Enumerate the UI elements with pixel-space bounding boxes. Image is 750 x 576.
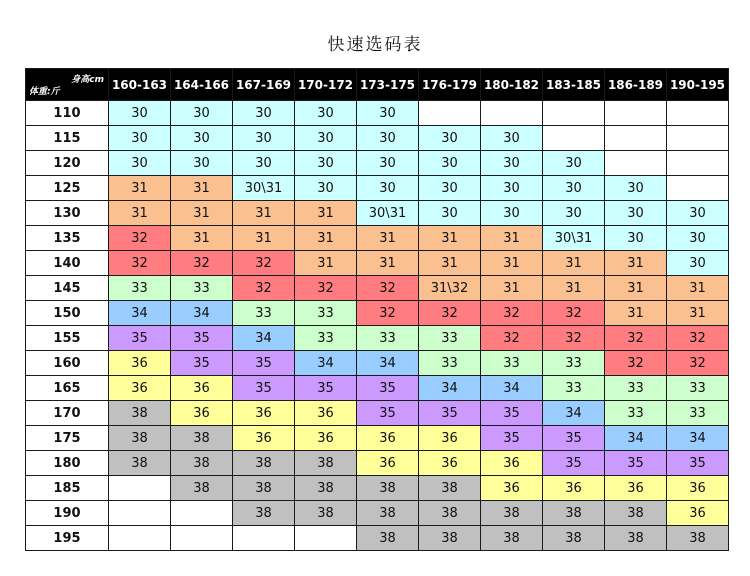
header-row <box>26 69 729 101</box>
size-cell: 31 <box>295 226 357 251</box>
height-column-header: 160-163 <box>109 69 171 101</box>
weight-row-label: 175 <box>26 426 109 451</box>
size-cell: 38 <box>419 476 481 501</box>
size-cell: 30 <box>419 176 481 201</box>
size-cell: 32 <box>605 351 667 376</box>
size-cell: 30 <box>667 251 729 276</box>
empty-cell <box>419 101 481 126</box>
size-cell: 33 <box>667 376 729 401</box>
size-cell: 36 <box>357 451 419 476</box>
height-axis-label: 身高cm <box>71 75 104 85</box>
size-cell: 35 <box>171 351 233 376</box>
weight-row-label: 170 <box>26 401 109 426</box>
size-cell: 31 <box>419 226 481 251</box>
size-cell: 36 <box>605 476 667 501</box>
weight-row-label: 130 <box>26 201 109 226</box>
size-cell: 36 <box>295 426 357 451</box>
size-cell: 35 <box>109 326 171 351</box>
size-cell: 33 <box>605 401 667 426</box>
height-column-header: 176-179 <box>419 69 481 101</box>
size-cell: 36 <box>419 451 481 476</box>
size-cell: 31 <box>171 201 233 226</box>
size-cell: 38 <box>605 501 667 526</box>
size-cell: 35 <box>481 426 543 451</box>
empty-cell <box>295 526 357 551</box>
height-column-header: 164-166 <box>171 69 233 101</box>
table-row <box>26 326 729 351</box>
size-cell: 33 <box>419 326 481 351</box>
size-cell: 31 <box>109 176 171 201</box>
size-cell: 30 <box>481 126 543 151</box>
weight-row-label: 135 <box>26 226 109 251</box>
size-cell: 38 <box>109 426 171 451</box>
weight-row-label: 110 <box>26 101 109 126</box>
size-cell: 32 <box>109 226 171 251</box>
size-cell: 32 <box>295 276 357 301</box>
weight-row-label: 195 <box>26 526 109 551</box>
size-cell: 38 <box>295 501 357 526</box>
size-cell: 30 <box>605 176 667 201</box>
size-cell: 33 <box>667 401 729 426</box>
size-cell: 38 <box>543 526 605 551</box>
empty-cell <box>171 526 233 551</box>
page-title: 快速选码表 <box>327 35 423 55</box>
size-cell: 34 <box>419 376 481 401</box>
size-cell: 38 <box>357 526 419 551</box>
size-cell: 36 <box>233 426 295 451</box>
size-cell: 30 <box>295 176 357 201</box>
size-cell: 31 <box>481 251 543 276</box>
size-cell: 32 <box>481 326 543 351</box>
size-cell: 32 <box>419 301 481 326</box>
size-cell: 32 <box>667 326 729 351</box>
size-cell: 32 <box>357 301 419 326</box>
empty-cell <box>667 101 729 126</box>
size-cell: 32 <box>605 326 667 351</box>
table-row <box>26 151 729 176</box>
table-row <box>26 476 729 501</box>
size-cell: 38 <box>295 476 357 501</box>
empty-cell <box>667 151 729 176</box>
size-cell: 38 <box>171 426 233 451</box>
height-column-header: 170-172 <box>295 69 357 101</box>
size-cell: 31 <box>171 226 233 251</box>
size-cell: 38 <box>171 451 233 476</box>
weight-row-label: 150 <box>26 301 109 326</box>
size-cell: 36 <box>543 476 605 501</box>
size-cell: 36 <box>481 451 543 476</box>
size-cell: 34 <box>171 301 233 326</box>
table-row <box>26 401 729 426</box>
size-cell: 38 <box>233 501 295 526</box>
size-cell: 35 <box>295 376 357 401</box>
size-cell: 30\31 <box>233 176 295 201</box>
table-body <box>26 101 729 551</box>
size-cell: 31 <box>605 251 667 276</box>
weight-row-label: 190 <box>26 501 109 526</box>
size-cell: 31 <box>295 201 357 226</box>
size-cell: 30 <box>171 126 233 151</box>
weight-row-label: 165 <box>26 376 109 401</box>
size-cell: 31 <box>357 251 419 276</box>
size-cell: 38 <box>109 451 171 476</box>
table-row <box>26 526 729 551</box>
size-cell: 30\31 <box>357 201 419 226</box>
size-cell: 30 <box>543 176 605 201</box>
size-cell: 30 <box>419 201 481 226</box>
height-column-header: 173-175 <box>357 69 419 101</box>
empty-cell <box>171 501 233 526</box>
weight-axis-label: 体重:斤 <box>29 87 60 97</box>
size-cell: 34 <box>357 351 419 376</box>
table-row <box>26 126 729 151</box>
size-cell: 35 <box>543 426 605 451</box>
size-cell: 30 <box>481 151 543 176</box>
size-cell: 31 <box>543 251 605 276</box>
weight-row-label: 125 <box>26 176 109 201</box>
size-cell: 30\31 <box>543 226 605 251</box>
weight-row-label: 160 <box>26 351 109 376</box>
size-cell: 35 <box>233 351 295 376</box>
size-cell: 38 <box>481 501 543 526</box>
size-cell: 30 <box>667 226 729 251</box>
size-cell: 30 <box>295 151 357 176</box>
size-cell: 38 <box>233 476 295 501</box>
weight-row-label: 185 <box>26 476 109 501</box>
weight-row-label: 115 <box>26 126 109 151</box>
size-cell: 38 <box>419 526 481 551</box>
size-cell: 32 <box>481 301 543 326</box>
size-cell: 38 <box>109 401 171 426</box>
size-cell: 34 <box>605 426 667 451</box>
height-column-header: 183-185 <box>543 69 605 101</box>
size-chart-table <box>25 68 729 551</box>
empty-cell <box>605 126 667 151</box>
size-cell: 32 <box>543 301 605 326</box>
size-cell: 36 <box>171 376 233 401</box>
size-cell: 30 <box>605 226 667 251</box>
size-cell: 33 <box>295 326 357 351</box>
empty-cell <box>543 126 605 151</box>
size-cell: 33 <box>481 351 543 376</box>
size-cell: 33 <box>543 376 605 401</box>
empty-cell <box>605 151 667 176</box>
size-cell: 34 <box>295 351 357 376</box>
table-row <box>26 351 729 376</box>
size-cell: 31 <box>605 301 667 326</box>
size-cell: 30 <box>233 101 295 126</box>
size-cell: 30 <box>481 176 543 201</box>
size-cell: 31 <box>233 226 295 251</box>
size-cell: 33 <box>605 376 667 401</box>
empty-cell <box>233 526 295 551</box>
size-cell: 30 <box>357 176 419 201</box>
empty-cell <box>481 101 543 126</box>
size-cell: 36 <box>171 401 233 426</box>
size-cell: 30 <box>233 126 295 151</box>
size-cell: 34 <box>543 401 605 426</box>
table-row <box>26 176 729 201</box>
size-cell: 36 <box>357 426 419 451</box>
size-cell: 38 <box>357 476 419 501</box>
size-cell: 31\32 <box>419 276 481 301</box>
table-row <box>26 376 729 401</box>
size-cell: 31 <box>171 176 233 201</box>
size-cell: 30 <box>605 201 667 226</box>
size-cell: 31 <box>605 276 667 301</box>
size-cell: 36 <box>419 426 481 451</box>
size-cell: 30 <box>233 151 295 176</box>
size-cell: 30 <box>171 101 233 126</box>
size-cell: 35 <box>481 401 543 426</box>
weight-row-label: 180 <box>26 451 109 476</box>
table-row <box>26 426 729 451</box>
size-cell: 30 <box>357 151 419 176</box>
size-cell: 31 <box>543 276 605 301</box>
empty-cell <box>667 176 729 201</box>
size-cell: 33 <box>171 276 233 301</box>
height-column-header: 180-182 <box>481 69 543 101</box>
size-cell: 33 <box>295 301 357 326</box>
size-cell: 31 <box>481 226 543 251</box>
table-row <box>26 201 729 226</box>
size-cell: 38 <box>233 451 295 476</box>
size-cell: 30 <box>481 201 543 226</box>
size-cell: 36 <box>481 476 543 501</box>
table-row <box>26 501 729 526</box>
size-cell: 30 <box>171 151 233 176</box>
table-row <box>26 451 729 476</box>
size-cell: 34 <box>233 326 295 351</box>
size-cell: 32 <box>543 326 605 351</box>
size-cell: 38 <box>295 451 357 476</box>
height-column-header: 186-189 <box>605 69 667 101</box>
size-cell: 30 <box>543 201 605 226</box>
size-cell: 38 <box>667 526 729 551</box>
size-cell: 31 <box>295 251 357 276</box>
size-cell: 30 <box>109 126 171 151</box>
weight-row-label: 155 <box>26 326 109 351</box>
empty-cell <box>109 476 171 501</box>
size-cell: 31 <box>667 301 729 326</box>
empty-cell <box>109 526 171 551</box>
size-cell: 36 <box>295 401 357 426</box>
size-cell: 33 <box>109 276 171 301</box>
size-cell: 32 <box>233 276 295 301</box>
table-row <box>26 251 729 276</box>
size-cell: 31 <box>481 276 543 301</box>
size-cell: 30 <box>419 151 481 176</box>
size-cell: 30 <box>419 126 481 151</box>
size-cell: 31 <box>357 226 419 251</box>
size-cell: 32 <box>171 251 233 276</box>
size-cell: 30 <box>667 201 729 226</box>
empty-cell <box>667 126 729 151</box>
table-row <box>26 101 729 126</box>
size-cell: 35 <box>543 451 605 476</box>
size-cell: 30 <box>109 101 171 126</box>
size-cell: 36 <box>233 401 295 426</box>
size-cell: 31 <box>233 201 295 226</box>
size-cell: 38 <box>171 476 233 501</box>
size-cell: 30 <box>295 101 357 126</box>
size-cell: 30 <box>357 101 419 126</box>
size-cell: 38 <box>605 526 667 551</box>
size-cell: 35 <box>357 401 419 426</box>
size-cell: 35 <box>171 326 233 351</box>
size-cell: 34 <box>481 376 543 401</box>
size-cell: 35 <box>233 376 295 401</box>
weight-row-label: 120 <box>26 151 109 176</box>
size-cell: 35 <box>605 451 667 476</box>
size-cell: 33 <box>233 301 295 326</box>
size-cell: 31 <box>419 251 481 276</box>
empty-cell <box>109 501 171 526</box>
size-cell: 38 <box>357 501 419 526</box>
height-column-header: 167-169 <box>233 69 295 101</box>
size-cell: 33 <box>419 351 481 376</box>
empty-cell <box>605 101 667 126</box>
size-cell: 33 <box>357 326 419 351</box>
size-cell: 30 <box>357 126 419 151</box>
size-cell: 31 <box>109 201 171 226</box>
weight-row-label: 140 <box>26 251 109 276</box>
empty-cell <box>543 101 605 126</box>
size-cell: 35 <box>667 451 729 476</box>
size-cell: 32 <box>667 351 729 376</box>
size-cell: 35 <box>419 401 481 426</box>
size-cell: 38 <box>543 501 605 526</box>
size-cell: 34 <box>667 426 729 451</box>
corner-header <box>26 69 109 101</box>
size-cell: 34 <box>109 301 171 326</box>
size-cell: 36 <box>109 351 171 376</box>
size-cell: 38 <box>419 501 481 526</box>
size-cell: 32 <box>357 276 419 301</box>
size-cell: 30 <box>543 151 605 176</box>
size-cell: 32 <box>233 251 295 276</box>
table-row <box>26 226 729 251</box>
size-cell: 35 <box>357 376 419 401</box>
size-cell: 36 <box>667 476 729 501</box>
table-row <box>26 276 729 301</box>
size-cell: 33 <box>543 351 605 376</box>
size-cell: 30 <box>295 126 357 151</box>
size-cell: 32 <box>109 251 171 276</box>
size-cell: 30 <box>109 151 171 176</box>
size-cell: 36 <box>667 501 729 526</box>
table-row <box>26 301 729 326</box>
weight-row-label: 145 <box>26 276 109 301</box>
size-cell: 38 <box>481 526 543 551</box>
size-cell: 31 <box>667 276 729 301</box>
size-cell: 36 <box>109 376 171 401</box>
height-column-header: 190-195 <box>667 69 729 101</box>
